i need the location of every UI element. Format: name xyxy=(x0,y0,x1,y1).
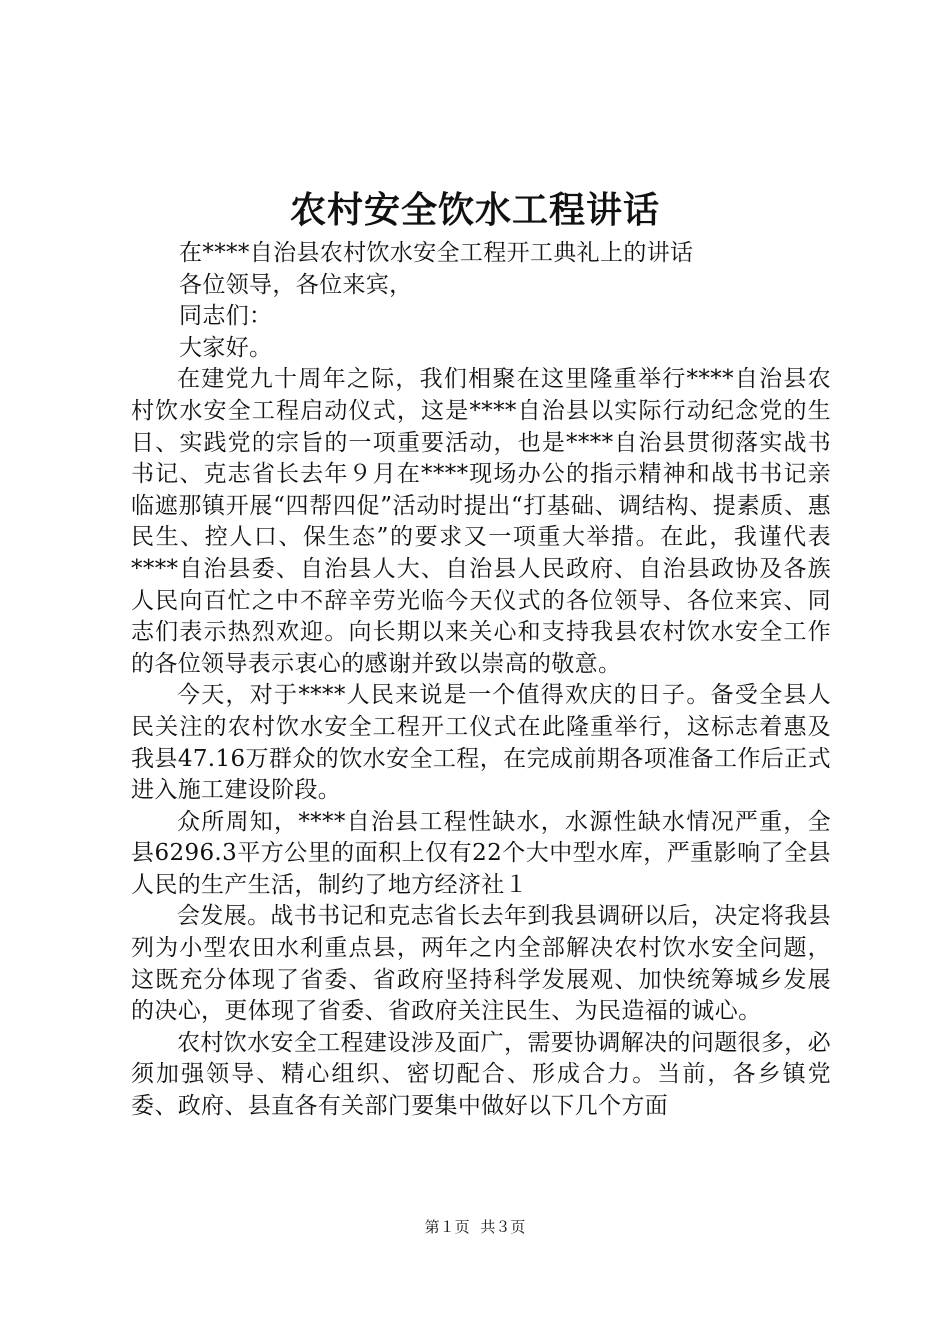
greeting: 大家好。 xyxy=(179,334,273,361)
paragraph-water-shortage: 众所周知，****自治县工程性缺水，水源性缺水情况严重，全县6296.3平方公里的面积上仅有22个大中型水库，严重影响了全县人民的生产生活，制约了地方经济社１ xyxy=(131,808,831,898)
paragraph-development: 会发展。战书书记和克志省长去年到我县调研以后，决定将我县列为小型农田水利重点县，两年之内全部解决农村饮水安全问题，这既充分体现了省委、省政府坚持科学发展观、加快统筹城乡发展的决心，更体现了省委、省政府关注民生、为民造福的诚心。 xyxy=(131,903,831,1025)
paragraph-anniversary: 在建党九十周年之际，我们相聚在这里隆重举行****自治县农村饮水安全工程启动仪式，这是****自治县以实际行动纪念党的生日、实践党的宗旨的一项重要活动，也是****自治县贯彻落实战书书记、克志省长去年９月在****现场办公的指示精神和战书书记亲临遮那镇开展“四帮四促”活动时提出“打基础、调结构、提素质、惠民生、控人口、保生态”的要求又一项重大举措。在此，我谨代表****自治县委、自治县人大、自治县人民政府、自治县政协及各族人民向百忙之中不辞辛劳光临今天仪式的各位领导、各位来宾、同志们表示热烈欢迎。向长期以来关心和支持我县农村饮水安全工作的各位领导表示衷心的感谢并致以崇高的敬意。 xyxy=(131,366,831,677)
paragraph-construction: 农村饮水安全工程建设涉及面广，需要协调解决的问题很多，必须加强领导、精心组织、密切配合、形成合力。当前，各乡镇党委、政府、县直各有关部门要集中做好以下几个方面 xyxy=(131,1029,831,1120)
salutation-leaders: 各位领导，各位来宾， xyxy=(179,271,413,298)
page-total: 共３页 xyxy=(480,1218,526,1236)
document-body xyxy=(131,238,831,1123)
salutation-comrades: 同志们： xyxy=(179,303,273,330)
document-title: 农村安全饮水工程讲话 xyxy=(289,190,660,231)
paragraph-today: 今天，对于****人民来说是一个值得欢庆的日子。备受全县人民关注的农村饮水安全工程开工仪式在此隆重举行，这标志着惠及我县47.16万群众的饮水安全工程，在完成前期各项准备工作后正式进入施工建设阶段。 xyxy=(131,682,831,804)
page-footer xyxy=(0,1216,950,1237)
speech-heading: 在****自治县农村饮水安全工程开工典礼上的讲话 xyxy=(179,240,694,266)
page-number: 第１页 xyxy=(424,1218,470,1236)
